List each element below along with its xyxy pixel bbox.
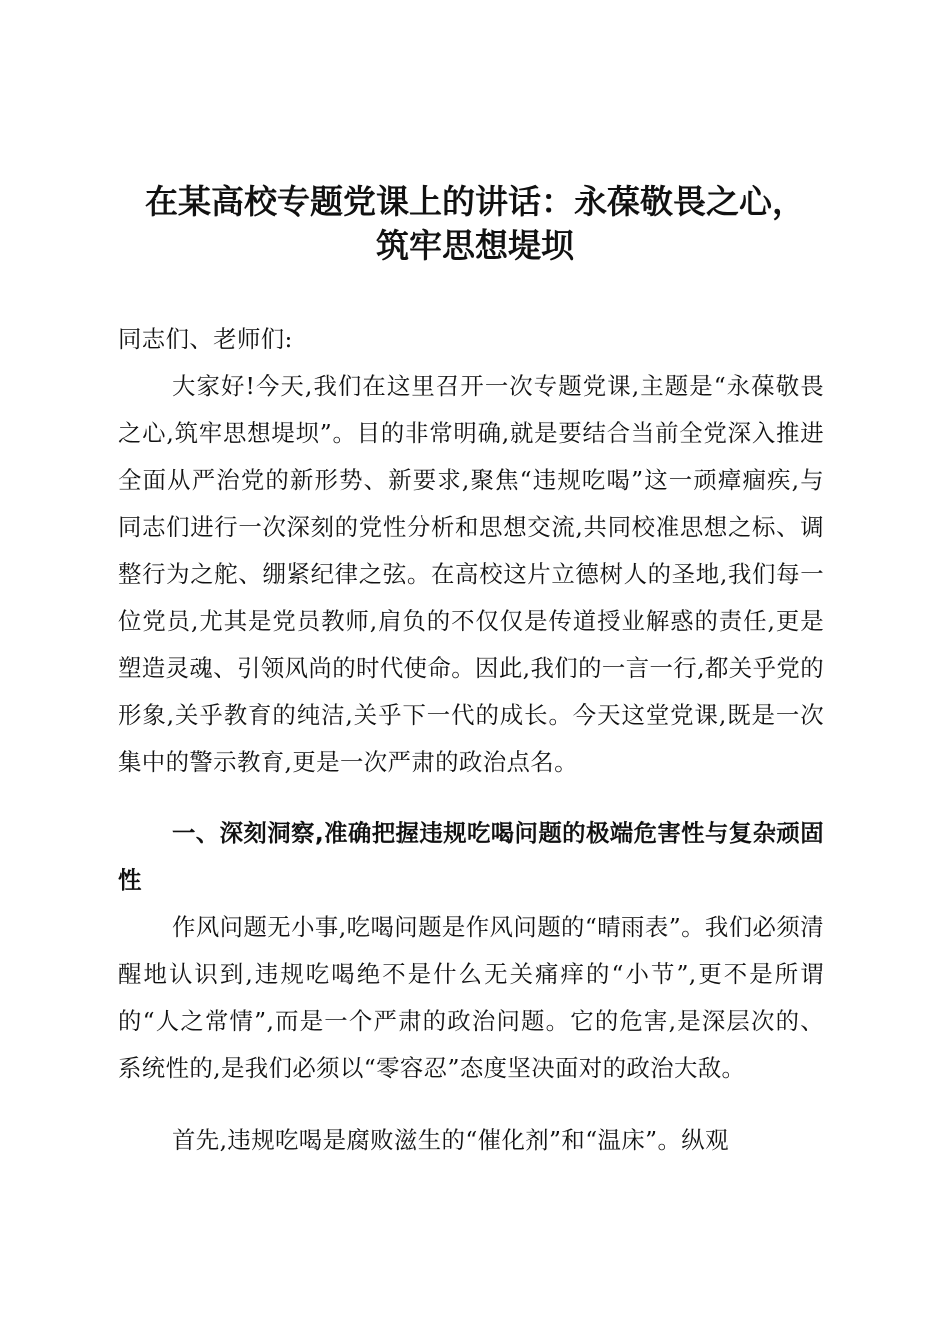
salutation: 同志们、老师们: [118, 325, 293, 353]
paragraph-first-point: 首先,违规吃喝是腐败滋生的“催化剂”和“温床”。纵观 [172, 1126, 729, 1154]
paragraph-opening: 大家好!今天,我们在这里召开一次专题党课,主题是“永葆敬畏之心,筑牢思想堤坝”。目的非常明确,就是要结合当前全党深入推进全面从严治党的新形势、新要求,聚焦“违规吃喝”这一顽瘴痼疾,与同志们进行一次深刻的党性分析和思想交流,共同校准思想之标、调整行为之舵、绷紧纪律之弦。在高校这片立德树人的圣地,我们每一位党员,尤其是党员教师,肩负的不仅仅是传道授业解惑的责任,更是塑造灵魂、引领风尚的时代使命。因此,我们的一言一行,都关乎党的形象,关乎教育的纯洁,关乎下一代的成长。今天这堂党课,既是一次集中的警示教育,更是一次严肃的政治点名。 [118, 372, 824, 776]
document-title-line-2: 筑牢思想堤坝 [376, 226, 574, 265]
section-heading-1: 一、深刻洞察,准确把握违规吃喝问题的极端危害性与复杂顽固性 [118, 819, 824, 894]
paragraph-style-issue: 作风问题无小事,吃喝问题是作风问题的“晴雨表”。我们必须清醒地认识到,违规吃喝绝不是什么无关痛痒的“小节”,更不是所谓的“人之常情”,而是一个严肃的政治问题。它的危害,是深层次的、系统性的,是我们必须以“零容忍”态度坚决面对的政治大敌。 [118, 913, 824, 1082]
document-title-line-1: 在某高校专题党课上的讲话：永葆敬畏之心， [145, 182, 805, 221]
